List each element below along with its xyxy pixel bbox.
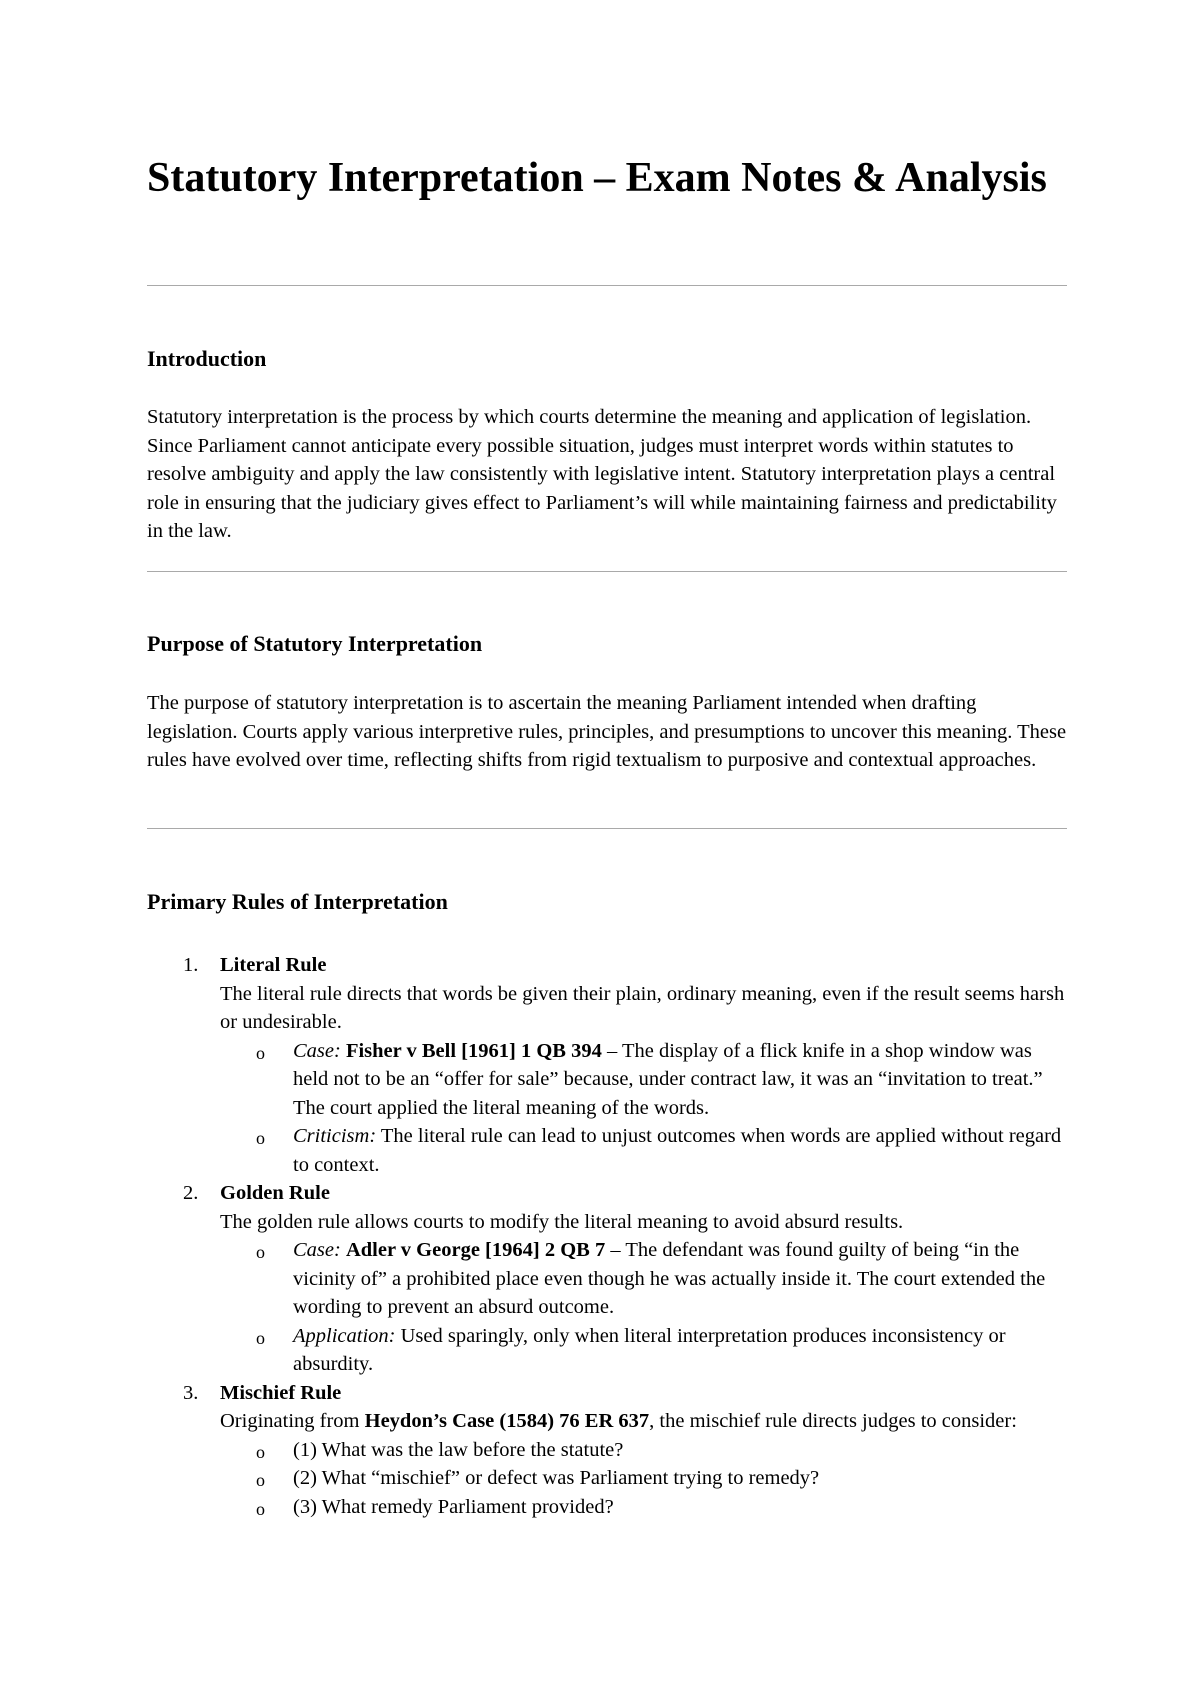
- primary-rules-heading: Primary Rules of Interpretation: [147, 889, 448, 914]
- list-item: [147, 1179, 1067, 1379]
- sub-list-item: [220, 1037, 1067, 1123]
- bullet-icon: o: [256, 1128, 265, 1148]
- point-text: (2) What “mischief” or defect was Parliament trying to remedy?: [293, 1467, 820, 1489]
- description-suffix: , the mischief rule directs judges to consider:: [649, 1410, 1017, 1432]
- point-label: Case:: [293, 1239, 341, 1261]
- case-citation: Fisher v Bell [1961] 1 QB 394: [345, 1039, 602, 1062]
- bullet-icon: o: [256, 1498, 265, 1519]
- sub-list-item: [220, 1236, 1067, 1322]
- purpose-paragraph: The purpose of statutory interpretation is to ascertain the meaning Parliament intended when drafting legislation. Courts apply various interpretive rules, principles, and presumptions to uncover this meaning. These rules have evolved over time, reflecting shifts from rigid textualism to purposive and contextual approaches.: [147, 692, 1067, 771]
- rule-title: Literal Rule: [220, 954, 327, 976]
- purpose-heading: Purpose of Statutory Interpretation: [147, 631, 483, 656]
- bullet-icon: o: [256, 1470, 265, 1490]
- point-text: – The display of a flick knife in a shop window was held not to be an “offer for sale” because, under contract law, it was an “invitation to treat.” The court applied the literal meaning of the words.: [293, 1039, 1043, 1119]
- rule-title: Golden Rule: [220, 1182, 330, 1204]
- bullet-icon: o: [256, 1327, 265, 1348]
- list-number: 1.: [183, 954, 199, 976]
- sub-list: [220, 1436, 1067, 1522]
- sub-list-item: [220, 1122, 1067, 1179]
- sub-list: [220, 1037, 1067, 1180]
- point-text: – The defendant was found guilty of being “in the vicinity of” a prohibited place even though he was actually inside it. The court extended the wording to prevent an absurd outcome.: [293, 1239, 1046, 1318]
- list-number: 2.: [183, 1182, 199, 1204]
- case-citation: Adler v George [1964] 2 QB 7: [345, 1239, 606, 1261]
- divider: [147, 828, 1067, 829]
- list-number: 3.: [183, 1381, 199, 1404]
- bullet-icon: o: [256, 1441, 265, 1462]
- point-label: Application:: [293, 1324, 396, 1347]
- sub-list-item: [220, 1493, 1067, 1522]
- point-label: Criticism:: [293, 1125, 377, 1147]
- point-text: Used sparingly, only when literal interpretation produces inconsistency or absurdity.: [293, 1324, 1006, 1375]
- introduction-paragraph: Statutory interpretation is the process by which courts determine the meaning and application of legislation. Since Parliament cannot anticipate every possible situation, judges must interpret words within statutes to resolve ambiguity and apply the law consistently with legislative intent. Statutory interpretation plays a central role in ensuring that the judiciary gives effect to Parliament’s will while maintaining fairness and predictability in the law.: [147, 406, 1057, 542]
- rule-description: [220, 1407, 1067, 1436]
- case-citation: Heydon’s Case (1584) 76 ER 637: [364, 1410, 650, 1432]
- divider: [147, 285, 1067, 286]
- divider: [147, 571, 1067, 572]
- list-item: [147, 1379, 1067, 1522]
- rule-title: Mischief Rule: [220, 1381, 342, 1404]
- point-text: (1) What was the law before the statute?: [293, 1438, 624, 1461]
- bullet-icon: o: [256, 1042, 265, 1063]
- point-text: (3) What remedy Parliament provided?: [293, 1495, 614, 1518]
- rules-list: [147, 951, 1067, 1521]
- sub-list-item: [220, 1436, 1067, 1465]
- point-text: The literal rule can lead to unjust outcomes when words are applied without regard to context.: [293, 1125, 1062, 1176]
- rule-description: The literal rule directs that words be given their plain, ordinary meaning, even if the result seems harsh or undesirable.: [220, 982, 1065, 1033]
- point-label: Case:: [293, 1039, 341, 1062]
- sub-list-item: [220, 1464, 1067, 1493]
- rule-description: The golden rule allows courts to modify the literal meaning to avoid absurd results.: [220, 1210, 904, 1233]
- sub-list-item: [220, 1322, 1067, 1379]
- introduction-heading: Introduction: [147, 346, 267, 371]
- sub-list: [220, 1236, 1067, 1379]
- description-prefix: Originating from: [220, 1410, 365, 1432]
- list-item: [147, 951, 1067, 1179]
- bullet-icon: o: [256, 1242, 265, 1262]
- page-title: Statutory Interpretation – Exam Notes & Analysis: [147, 155, 1047, 201]
